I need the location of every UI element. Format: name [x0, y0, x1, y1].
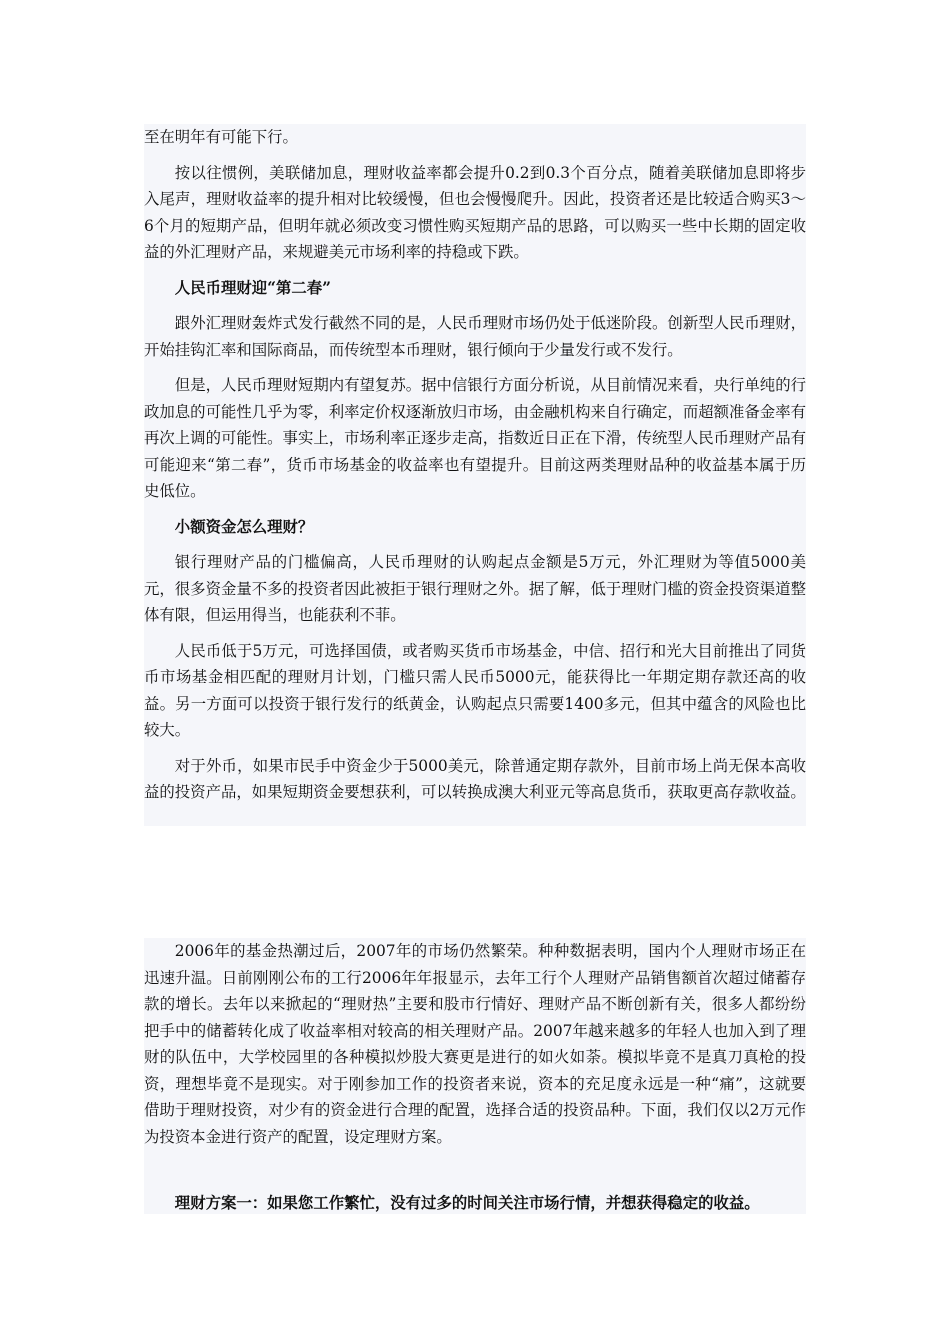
- paragraph-intro-2007: 2006年的基金热潮过后，2007年的市场仍然繁荣。种种数据表明，国内个人理财市场正在迅速升温。日前刚刚公布的工行2006年年报显示，去年工行个人理财产品销售额首次超过储蓄存款的增长。去年以来掀起的“理财热”主要和股市行情好、理财产品不断创新有关，很多人都纷纷把手中的储蓄转化成了收益率相对较高的相关理财产品。2007年越来越多的年轻人也加入到了理财的队伍中，大学校园里的各种模拟炒股大赛更是进行的如火如荼。模拟毕竟不是真刀真枪的投资，理想毕竟不是现实。对于刚参加工作的投资者来说，资本的充足度永远是一种“痛”，这就要借助于理财投资，对少有的资金进行合理的配置，选择合适的投资品种。下面，我们仅以2万元作为投资本金进行资产的配置，设定理财方案。: [144, 942, 806, 1146]
- heading-small-funds: 小额资金怎么理财？: [174, 517, 314, 536]
- continued-line: 至在明年有可能下行。: [144, 128, 298, 146]
- paragraph-small-1: 银行理财产品的门槛偏高，人民币理财的认购起点金额是5万元，外汇理财为等值5000美元，很多资金量不多的投资者因此被拒于银行理财之外。据了解，低于理财门槛的资金投资渠道整体有限，但运用得当，也能获利不菲。: [144, 553, 806, 624]
- paragraph-rmb-2: 但是，人民币理财短期内有望复苏。据中信银行方面分析说，从目前情况来看，央行单纯的行政加息的可能性几乎为零，利率定价权逐渐放归市场，由金融机构来自行确定，而超额准备金率有再次上调的可能性。事实上，市场利率正逐步走高，指数近日正在下滑，传统型人民币理财产品有可能迎来“第二春”，货币市场基金的收益率也有望提升。目前这两类理财品种的收益基本属于历史低位。: [144, 376, 806, 500]
- paragraph-small-2: 人民币低于5万元，可选择国债，或者购买货币市场基金，中信、招行和光大目前推出了同货币市场基金相匹配的理财月计划，门槛只需人民币5000元，能获得比一年期定期存款还高的收益。另一方面可以投资于银行发行的纸黄金，认购起点只需要1400多元，但其中蕴含的风险也比较大。: [144, 641, 806, 739]
- heading-plan-one: 理财方案一：如果您工作繁忙，没有过多的时间关注市场行情，并想获得稳定的收益。: [174, 1194, 760, 1212]
- paragraph-rmb-1: 跟外汇理财轰炸式发行截然不同的是，人民币理财市场仍处于低迷阶段。创新型人民币理财，开始挂钩汇率和国际商品，而传统型本币理财，银行倾向于少量发行或不发行。: [144, 314, 806, 359]
- article-section-one: [144, 124, 806, 815]
- heading-rmb-second-spring: 人民币理财迎“第二春”: [174, 278, 332, 297]
- paragraph-rates: 按以往惯例，美联储加息，理财收益率都会提升0.2到0.3个百分点，随着美联储加息即将步入尾声，理财收益率的提升相对比较缓慢，但也会慢慢爬升。因此，投资者还是比较适合购买3～6个月的短期产品，但明年就必须改变习惯性购买短期产品的思路，可以购买一些中长期的固定收益的外汇理财产品，来规避美元市场利率的持稳或下跌。: [144, 163, 806, 261]
- article-section-two: [144, 938, 806, 1159]
- paragraph-small-3: 对于外币，如果市民手中资金少于5000美元，除普通定期存款外，目前市场上尚无保本高收益的投资产品，如果短期资金要想获利，可以转换成澳大利亚元等高息货币，获取更高存款收益。: [144, 756, 806, 801]
